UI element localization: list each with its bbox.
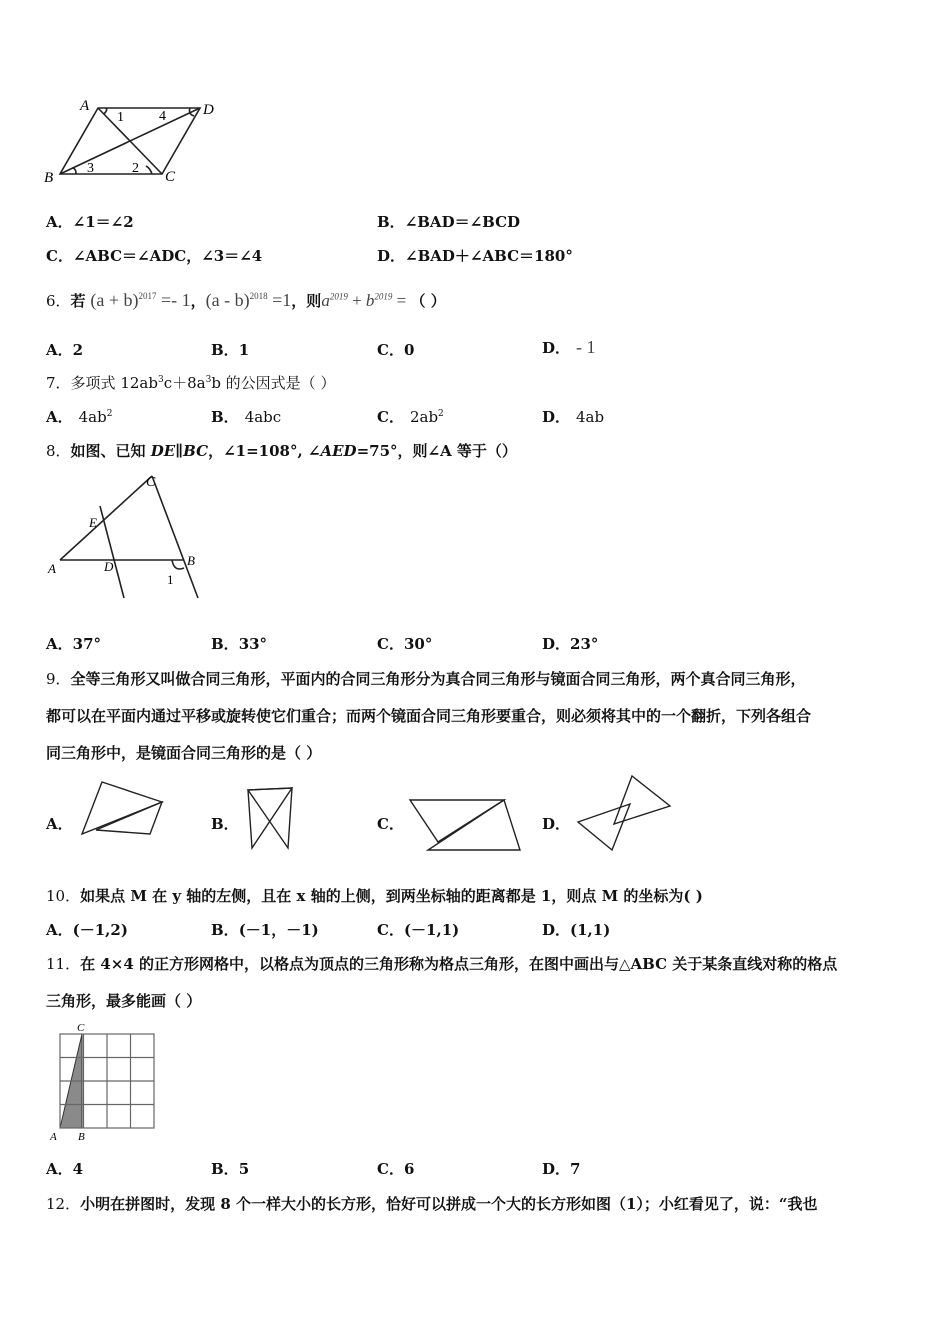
q6-f3-a: a	[321, 291, 330, 310]
q6-formula-1	[90, 290, 190, 310]
q7-text-c: b 的公因式是（ ）	[211, 374, 336, 392]
q8-option-b	[211, 633, 267, 654]
q5-label-a: A	[80, 98, 90, 114]
q6-stem	[46, 290, 446, 311]
q6-formula-3	[321, 291, 410, 310]
q10-option-d	[542, 919, 610, 940]
q5-angle-1: 1	[117, 110, 124, 125]
q11-stem-line-2	[46, 990, 201, 1011]
q5-angle-3: 3	[87, 161, 94, 176]
q7-option-d	[542, 406, 604, 427]
q8-option-a	[46, 633, 101, 654]
option-sup: 2	[438, 409, 444, 419]
question-number: 9．	[46, 670, 71, 688]
q9-figure-c	[404, 794, 524, 854]
q10-stem	[46, 885, 703, 906]
option-key: B．	[211, 921, 239, 939]
q9-line-1: 全等三角形又叫做合同三角形，平面内的合同三角形分为真合同三角形与镜面合同三角形，两个真合同三角形，	[70, 670, 806, 688]
q6-paren: （ ）	[410, 292, 446, 310]
q11-label-c: C	[77, 1022, 85, 1034]
q8-angle-1: 1	[167, 572, 174, 587]
option-text: 2ab	[409, 408, 439, 426]
q6-option-b	[211, 339, 249, 360]
q6-lead: 若	[70, 292, 86, 310]
question-number: 11．	[46, 955, 81, 973]
q5-label-d: D	[203, 102, 214, 118]
q11-line-1: 在 4×4 的正方形网格中，以格点为顶点的三角形称为格点三角形，在图中画出与△ABC 关于某条直线对称的格点	[80, 955, 838, 973]
q10-text: 如果点 M 在 y 轴的左侧，且在 x 轴的上侧，到两坐标轴的距离都是 1，则点 M 的坐标为( )	[80, 887, 703, 905]
q8-aed: AED	[320, 442, 357, 460]
q11-label-b: B	[78, 1131, 85, 1143]
option-key: C．	[377, 815, 404, 833]
q6-option-a	[46, 339, 83, 360]
q5-angle-4: 4	[159, 109, 166, 124]
q6-f3-a-exp: 2019	[329, 291, 348, 302]
option-key: B．	[211, 815, 239, 833]
option-text: 6	[403, 1160, 415, 1178]
q10-option-a	[46, 919, 128, 940]
q10-option-b	[211, 919, 319, 940]
option-text: 2	[72, 341, 84, 359]
q11-option-a	[46, 1158, 83, 1179]
q6-f1-rhs: =- 1	[160, 290, 191, 310]
q10-option-c	[377, 919, 459, 940]
option-key: A．	[46, 921, 73, 939]
q8-stem	[46, 440, 517, 461]
option-key: A．	[46, 213, 73, 231]
option-text: 37°	[72, 635, 102, 653]
q6-sep: ，	[190, 292, 206, 310]
q6-f2-exp: 2018	[249, 291, 268, 301]
option-text: 4ab	[576, 408, 605, 426]
option-key: A．	[46, 1160, 73, 1178]
q9-option-a	[46, 813, 73, 834]
q12-text: 小明在拼图时，发现 8 个一样大小的长方形，恰好可以拼成一个大的长方形如图（1）；小红看见了，说：“我也	[80, 1195, 818, 1213]
q11-grid-figure	[46, 1018, 162, 1146]
q5-option-a	[46, 211, 134, 232]
q7-stem	[46, 372, 335, 393]
q9-option-d	[542, 813, 570, 834]
q8-text-b: ，∠1=108°, ∠	[208, 442, 321, 460]
q12-stem	[46, 1193, 818, 1214]
q8-label-c: C	[146, 475, 156, 490]
q7-option-b	[211, 406, 281, 427]
option-text: 4	[72, 1160, 84, 1178]
option-text: 30°	[403, 635, 433, 653]
option-text: 23°	[570, 635, 599, 653]
q9-stem-line-2	[46, 705, 811, 726]
q7-option-c	[377, 406, 444, 427]
q9-line-2: 都可以在平面内通过平移或旋转使它们重合；而两个镜面合同三角形要重合，则必须将其中的一个翻折，下列各组合	[46, 707, 812, 725]
q9-stem-line-3	[46, 742, 321, 763]
q6-f1-base: (a + b)	[90, 290, 139, 310]
q8-de-bc: DE∥BC	[150, 442, 209, 460]
q7-sup-1: 3	[157, 375, 164, 385]
option-key: D．	[542, 635, 571, 653]
q6-option-d	[542, 337, 596, 358]
q8-option-c	[377, 633, 432, 654]
q11-option-c	[377, 1158, 414, 1179]
option-key: B．	[211, 408, 239, 426]
q7-text-b: c＋8a	[163, 374, 206, 392]
question-number: 10．	[46, 887, 81, 905]
q11-label-a: A	[50, 1131, 57, 1143]
option-text: (－1,1)	[403, 921, 460, 939]
option-key: B．	[377, 213, 405, 231]
q6-formula-2	[206, 290, 292, 310]
q8-label-a: A	[48, 561, 56, 576]
option-key: C．	[377, 921, 404, 939]
q8-text-a: 如图、已知	[70, 442, 151, 460]
option-key: D．	[377, 247, 406, 265]
q6-f3-b: b	[365, 291, 375, 310]
q11-option-b	[211, 1158, 249, 1179]
option-key: B．	[211, 1160, 239, 1178]
q8-label-d: D	[104, 559, 114, 574]
q5-label-c: C	[165, 169, 176, 185]
option-text: 4abc	[244, 408, 282, 426]
q9-line-3: 同三角形中，是镜面合同三角形的是（ ）	[46, 744, 322, 762]
q6-f3-eq: =	[392, 291, 411, 310]
q8-label-b: B	[187, 553, 195, 568]
q8-triangle-figure	[44, 470, 214, 602]
q6-option-c	[377, 339, 414, 360]
q6-then: ，则	[291, 292, 322, 310]
option-key: D．	[542, 815, 571, 833]
option-sup: 2	[106, 409, 113, 419]
q5-angle-2: 2	[132, 161, 139, 176]
q7-sup-2: 3	[205, 375, 212, 385]
q5-option-b	[377, 211, 520, 232]
q7-option-a	[46, 406, 112, 427]
option-text: (1,1)	[570, 921, 611, 939]
q6-f2-base: (a - b)	[205, 290, 250, 310]
q5-option-c	[46, 245, 262, 266]
q11-line-2: 三角形，最多能画（ ）	[46, 992, 202, 1010]
option-key: C．	[377, 1160, 404, 1178]
option-key: A．	[46, 408, 73, 426]
q7-text-a: 多项式 12ab	[70, 374, 158, 392]
option-key: B．	[211, 341, 239, 359]
option-text: 7	[570, 1160, 581, 1178]
option-key: D．	[542, 921, 571, 939]
option-text: 33°	[238, 635, 268, 653]
q8-option-d	[542, 633, 598, 654]
q9-option-c	[377, 813, 404, 834]
q9-stem-line-1	[46, 668, 806, 689]
question-number: 8．	[46, 442, 71, 460]
q8-label-e: E	[89, 515, 97, 530]
question-number: 6．	[46, 292, 71, 310]
option-text: 4ab	[78, 408, 107, 426]
question-number: 7．	[46, 374, 71, 392]
option-text: 0	[403, 341, 415, 359]
option-key: D．	[542, 408, 571, 426]
option-text: 1	[238, 341, 250, 359]
q9-figure-a	[76, 778, 168, 840]
option-key: C．	[377, 635, 404, 653]
option-text: (－1，－1)	[238, 921, 319, 939]
option-key: A．	[46, 635, 73, 653]
question-number: 12．	[46, 1195, 81, 1213]
q5-parallelogram-figure	[40, 92, 230, 192]
option-text: ∠1＝∠2	[72, 213, 134, 231]
q6-f2-rhs: =1	[272, 290, 292, 310]
q9-figure-b	[240, 784, 300, 856]
option-text: ∠BAD＝∠BCD	[404, 213, 521, 231]
option-key: B．	[211, 635, 239, 653]
q6-f3-plus: +	[347, 291, 366, 310]
option-key: A．	[46, 341, 73, 359]
option-text: 5	[238, 1160, 250, 1178]
q5-label-b: B	[44, 170, 54, 186]
option-text: (－1,2)	[72, 921, 128, 939]
q5-option-d	[377, 245, 573, 266]
q9-option-b	[211, 813, 239, 834]
option-key: C．	[46, 247, 73, 265]
option-key: C．	[377, 408, 404, 426]
q9-figure-d	[572, 772, 676, 856]
option-text: - 1	[576, 337, 596, 357]
option-key: A．	[46, 815, 73, 833]
q6-f1-exp: 2017	[138, 291, 157, 301]
q8-text-c: =75°，则∠A 等于（）	[356, 442, 517, 460]
option-key: C．	[377, 341, 404, 359]
q11-option-d	[542, 1158, 580, 1179]
q6-f3-b-exp: 2019	[374, 291, 393, 302]
option-text: ∠BAD＋∠ABC＝180°	[405, 247, 573, 265]
q11-stem-line-1	[46, 953, 837, 974]
option-text: ∠ABC＝∠ADC，∠3＝∠4	[72, 247, 263, 265]
option-key: D．	[542, 1160, 571, 1178]
option-key: D．	[542, 339, 571, 357]
